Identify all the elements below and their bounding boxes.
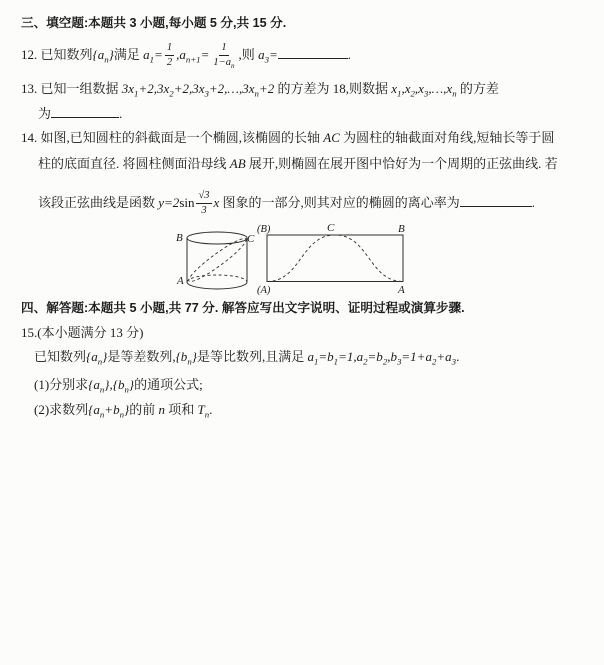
text-segment: . — [347, 47, 352, 62]
question-14-line-3 — [38, 189, 535, 218]
question-15-part-2 — [34, 402, 213, 420]
fraction — [211, 41, 236, 68]
fraction-numerator: √3 — [196, 189, 211, 203]
math-segment: x — [213, 195, 220, 210]
answer-blank — [460, 195, 532, 207]
fraction-denominator: 2 — [166, 56, 173, 68]
text-segment: 的前 — [129, 402, 159, 417]
text-segment: . — [531, 195, 536, 210]
math-segment: $\{a_n+b_n\}$ — [88, 402, 130, 420]
math-segment: $a_1=b_1=1,a_2=b_2,b_3=1+a_2+a_3$ — [307, 349, 457, 367]
math-function: sin — [179, 195, 195, 210]
fraction — [196, 189, 211, 216]
question-15-part-1 — [34, 377, 203, 395]
text-segment: 是等比数列,且满足 — [196, 349, 308, 364]
rect-label-b-paren: (B) — [257, 224, 271, 235]
math-segment: $\{b_n\}$ — [175, 349, 197, 367]
text-segment: . — [456, 349, 460, 364]
text-segment: , — [109, 377, 113, 392]
math-segment: AC — [323, 130, 340, 145]
question-13-line-2 — [38, 106, 122, 121]
text-segment: 为 — [38, 106, 52, 122]
cylinder-bottom-back-arc — [187, 275, 247, 282]
section-fill-header — [21, 16, 286, 31]
answer-blank — [278, 47, 348, 59]
fraction — [165, 41, 174, 68]
rect-label-c: C — [327, 222, 335, 234]
rect-label-a-paren: (A) — [257, 285, 271, 296]
fraction-numerator: 1 — [165, 41, 174, 55]
math-segment: $x_1,x_2,x_3,\dots,x_n$ — [391, 81, 457, 99]
answer-blank — [51, 106, 119, 118]
text-segment: 图象的一部分,则其对应的椭圆的离心率为 — [219, 195, 460, 210]
math-segment: $\{b_n\}$ — [112, 377, 135, 395]
text-segment: 是等差数列, — [107, 349, 176, 364]
cylinder-top-ellipse — [187, 232, 247, 244]
text-segment: 的方差为 18,则数据 — [274, 81, 392, 96]
math-segment: $T_n$ — [197, 402, 210, 420]
text-segment: (1)分别求 — [34, 377, 89, 392]
fraction-numerator: 1 — [219, 41, 228, 55]
math-segment: n — [158, 402, 165, 417]
math-segment: $\{a_n\}$ — [92, 47, 114, 65]
rect-label-b: B — [398, 223, 405, 235]
math-segment: $\{a_n\}$ — [86, 349, 108, 367]
text-segment: 14. 如图,已知圆柱的斜截面是一个椭圆,该椭圆的长轴 — [21, 130, 324, 145]
cylinder-label-b: B — [176, 232, 183, 244]
text-segment: 已知数列 — [34, 349, 87, 364]
math-segment: $3x_1+2,3x_2+2,3x_3+2,\dots,3x_n+2$ — [121, 81, 275, 99]
text-segment: 15.(本小题满分 13 分) — [21, 325, 144, 340]
question-13-line-1 — [21, 81, 499, 99]
math-segment: $a_1=$ — [143, 47, 163, 65]
text-segment: 的通项公式; — [134, 377, 203, 392]
unrolled-cylinder-figure — [253, 218, 411, 296]
cylinder-figure — [173, 225, 261, 295]
section-answer-header-text: 四、解答题:本题共 5 小题,共 77 分. 解答应写出文字说明、证明过程或演算步骤. — [21, 301, 465, 315]
fraction-denominator: 3 — [201, 204, 207, 216]
fraction-denominator: $1-a_n$ — [213, 56, 235, 70]
text-segment: 柱的底面直径. 将圆柱侧面沿母线 — [38, 156, 230, 171]
cylinder-label-c: C — [247, 233, 255, 245]
section-answer-header — [21, 301, 465, 316]
rect-label-a: A — [398, 284, 405, 296]
text-segment: 为圆柱的轴截面对角线,短轴长等于圆 — [339, 130, 555, 145]
math-segment: y=2 — [158, 195, 180, 210]
text-segment: 13. 已知一组数据 — [21, 81, 122, 96]
math-segment: $a_3=$ — [258, 47, 278, 65]
text-segment: 项和 — [164, 402, 198, 417]
text-segment: (2)求数列 — [34, 402, 89, 417]
text-segment: 满足 — [113, 47, 144, 62]
question-15-body — [34, 349, 460, 367]
text-segment: 展开,则椭圆在展开图中恰好为一个周期的正弦曲线. 若 — [245, 156, 558, 171]
cylinder-label-a: A — [177, 275, 184, 287]
sine-curve — [267, 235, 403, 282]
question-14-line-1 — [21, 130, 554, 145]
text-segment: . — [119, 106, 123, 122]
text-segment: . — [209, 402, 213, 417]
text-segment: 的方差 — [456, 81, 499, 96]
math-segment: $,a_{n+1}=$ — [176, 47, 210, 65]
question-15-title — [21, 325, 143, 340]
question-12 — [21, 40, 351, 70]
unrolled-rectangle — [267, 235, 403, 282]
text-segment: 12. 已知数列 — [21, 47, 93, 62]
math-segment: $\{a_n\}$ — [88, 377, 110, 395]
section-fill-header-text: 三、填空题:本题共 3 小题,每小题 5 分,共 15 分. — [21, 16, 287, 30]
text-segment: 该段正弦曲线是函数 — [38, 195, 159, 210]
math-segment: AB — [229, 156, 246, 171]
question-14-line-2 — [38, 156, 558, 171]
text-segment: ,则 — [238, 47, 259, 62]
cylinder-bottom-front-arc — [187, 282, 247, 289]
